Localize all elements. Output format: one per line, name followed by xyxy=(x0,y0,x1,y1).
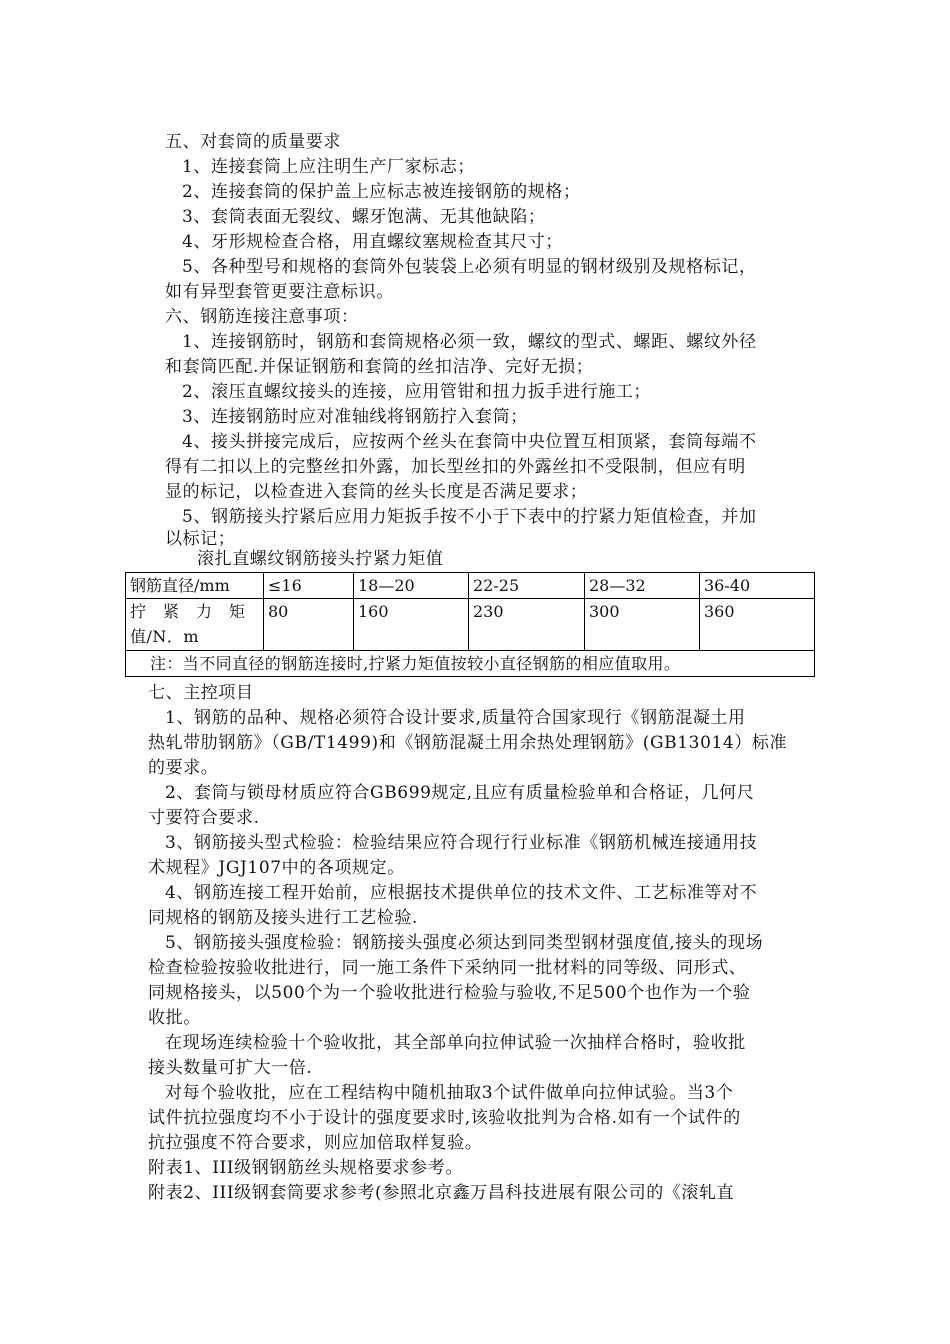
table-note: 注：当不同直径的钢筋连接时,拧紧力矩值按较小直径钢筋的相应值取用。 xyxy=(126,651,815,677)
text-line-s7-1b: 热轧带肋钢筋》（GB/T1499)和《钢筋混凝土用余热处理钢筋》(GB13014）标准 xyxy=(148,733,788,753)
text-line-s7-5d: 收批。 xyxy=(148,1008,201,1028)
text-line-s5-heading: 五、对套筒的质量要求 xyxy=(165,132,341,152)
table-header-cell: 22-25 xyxy=(469,573,585,599)
text-line-s7-1c: 的要求。 xyxy=(148,758,219,778)
text-line-s5-5b: 如有异型套管更要注意标识。 xyxy=(165,282,394,302)
torque-table xyxy=(125,572,815,677)
text-line-s5-2: 2、连接套筒的保护盖上应标志被连接钢筋的规格； xyxy=(182,182,581,202)
table-cell: 80 xyxy=(264,599,354,651)
text-line-p-b3: 抗拉强度不符合要求，则应加倍取样复验。 xyxy=(148,1133,483,1153)
table-caption: 滚扎直螺纹钢筋接头拧紧力矩值 xyxy=(197,549,444,569)
text-line-p-b1: 对每个验收批，应在工程结构中随机抽取3个试件做单向拉伸试验。当3个 xyxy=(165,1083,734,1103)
text-line-s6-4c: 显的标记，以检查进入套筒的丝头长度是否满足要求； xyxy=(165,482,588,502)
text-line-s7-2a: 2、套筒与锁母材质应符合GB699规定,且应有质量检验单和合格证，几何尺 xyxy=(165,783,755,803)
text-line-s6-5a: 5、钢筋接头拧紧后应用力矩扳手按不小于下表中的拧紧力矩值检查，并加 xyxy=(182,507,757,527)
text-line-s7-5c: 同规格接头，以500个为一个验收批进行检验与验收,不足500个也作为一个验 xyxy=(148,983,751,1003)
text-line-s6-3: 3、连接钢筋时应对准轴线将钢筋拧入套筒； xyxy=(182,407,528,427)
text-line-s7-2b: 寸要符合要求. xyxy=(148,808,260,828)
table-header-row xyxy=(126,573,815,599)
text-line-p-a1: 在现场连续检验十个验收批，其全部单向拉伸试验一次抽样合格时，验收批 xyxy=(165,1033,746,1053)
text-line-s6-4b: 得有二扣以上的完整丝扣外露，加长型丝扣的外露丝扣不受限制，但应有明 xyxy=(165,457,746,477)
text-line-s6-1b: 和套筒匹配.并保证钢筋和套筒的丝扣洁净、完好无损； xyxy=(165,357,594,377)
text-line-s7-3a: 3、钢筋接头型式检验：检验结果应符合现行行业标准《钢筋机械连接通用技 xyxy=(165,833,758,853)
table-cell: 300 xyxy=(585,599,700,651)
text-line-att-1: 附表1、III级钢钢筋丝头规格要求参考。 xyxy=(148,1158,463,1178)
text-line-p-a2: 接头数量可扩大一倍. xyxy=(148,1058,313,1078)
text-line-s7-4b: 同规格的钢筋及接头进行工艺检验. xyxy=(148,908,419,928)
text-line-s7-5a: 5、钢筋接头强度检验：钢筋接头强度必须达到同类型钢材强度值,接头的现场 xyxy=(165,933,764,953)
text-line-s6-2: 2、滚压直螺纹接头的连接，应用管钳和扭力扳手进行施工； xyxy=(182,382,652,402)
text-line-s5-4: 4、牙形规检查合格，用直螺纹塞规检查其尺寸； xyxy=(182,232,564,252)
table-header-cell: 18—20 xyxy=(354,573,469,599)
text-line-s6-5b: 以标记； xyxy=(165,529,236,549)
text-line-s7-4a: 4、钢筋连接工程开始前，应根据技术提供单位的技术文件、工艺标准等对不 xyxy=(165,883,758,903)
text-line-s7-5b: 检查检验按验收批进行，同一施工条件下采纳同一批材料的同等级、同形式、 xyxy=(148,958,747,978)
table-header-cell: 钢筋直径/mm xyxy=(126,573,264,599)
table-header-cell: 36-40 xyxy=(700,573,815,599)
text-line-s6-4a: 4、接头拼接完成后，应按两个丝头在套筒中央位置互相顶紧，套筒每端不 xyxy=(182,432,757,452)
table-header-cell: 28—32 xyxy=(585,573,700,599)
table-cell: 360 xyxy=(700,599,815,651)
text-line-s7-heading: 七、主控项目 xyxy=(148,683,254,703)
text-line-s5-1: 1、连接套筒上应注明生产厂家标志； xyxy=(182,157,476,177)
text-line-s5-3: 3、套筒表面无裂纹、螺牙饱满、无其他缺陷； xyxy=(182,207,546,227)
table-row xyxy=(126,599,815,651)
text-line-s6-1a: 1、连接钢筋时，钢筋和套筒规格必须一致，螺纹的型式、螺距、螺纹外径 xyxy=(182,332,757,352)
table-cell: 230 xyxy=(469,599,585,651)
text-line-p-b2: 试件抗拉强度均不小于设计的强度要求时,该验收批判为合格.如有一个试件的 xyxy=(148,1108,741,1128)
table-row-label: 拧 紧 力 矩值/N．m xyxy=(126,599,264,651)
table-header-cell: ≤16 xyxy=(264,573,354,599)
table-note-row xyxy=(126,651,815,677)
text-line-att-2: 附表2、III级钢套筒要求参考(参照北京鑫万昌科技进展有限公司的《滚轧直 xyxy=(148,1183,735,1203)
table-cell: 160 xyxy=(354,599,469,651)
text-line-s7-3b: 术规程》JGJ107中的各项规定。 xyxy=(148,858,405,878)
text-line-s7-1a: 1、钢筋的品种、规格必须符合设计要求,质量符合国家现行《钢筋混凝土用 xyxy=(165,708,746,728)
text-line-s6-heading: 六、钢筋连接注意事项： xyxy=(165,307,359,327)
text-line-s5-5a: 5、各种型号和规格的套筒外包装袋上必须有明显的钢材级别及规格标记， xyxy=(182,257,757,277)
